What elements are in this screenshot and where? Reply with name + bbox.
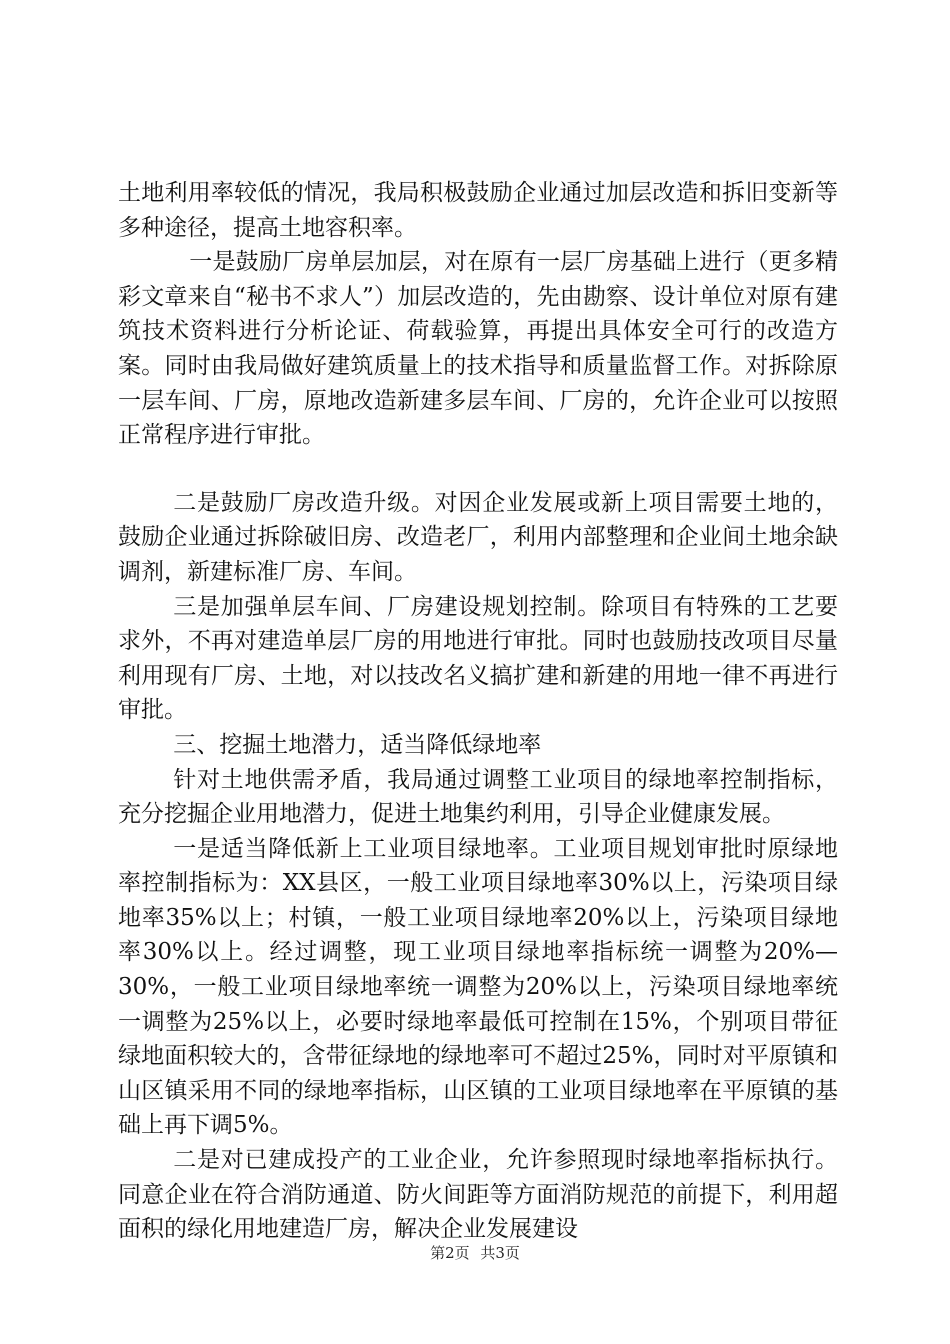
paragraph-intro-continuation: 土地利用率较低的情况，我局积极鼓励企业通过加层改造和拆旧变新等多种途径，提高土地容积率。 — [118, 180, 838, 241]
paragraph-item-one: 一是鼓励厂房单层加层，对在原有一层厂房基础上进行（更多精彩文章来自“秘书不求人”）加层改造的，先由勘察、设计单位对原有建筑技术资料进行分析论证、荷载验算，再提出具体安全可行的改造方案。同时由我局做好建筑质量上的技术指导和质量监督工作。对拆除原一层车间、厂房，原地改造新建多层车间、厂房的，允许企业可以按照正常程序进行审批。 — [118, 249, 838, 449]
paragraph-section-intro: 针对土地供需矛盾，我局通过调整工业项目的绿地率控制指标，充分挖掘企业用地潜力，促进土地集约利用，引导企业健康发展。 — [118, 766, 838, 828]
paragraph-green-rate-two: 二是对已建成投产的工业企业，允许参照现时绿地率指标执行。同意企业在符合消防通道、防火间距等方面消防规范的前提下，利用超面积的绿化用地建造厂房，解决企业发展建设 — [118, 1147, 838, 1243]
page-footer: 第2页 共3页 — [430, 1244, 520, 1262]
body-text — [118, 176, 838, 1247]
paragraph-item-three: 三是加强单层车间、厂房建设规划控制。除项目有特殊的工艺要求外，不再对建造单层厂房的用地进行审批。同时也鼓励技改项目尽量利用现有厂房、土地，对以技改名义搞扩建和新建的用地一律不再进行审批。 — [118, 593, 838, 724]
paragraph-item-two: 二是鼓励厂房改造升级。对因企业发展或新上项目需要土地的，鼓励企业通过拆除破旧房、改造老厂，利用内部整理和企业间土地余缺调剂，新建标准厂房、车间。 — [118, 489, 838, 585]
paragraph-green-rate-one: 一是适当降低新上工业项目绿地率。工业项目规划审批时原绿地率控制指标为：XX县区，一般工业项目绿地率30%以上，污染项目绿地率35%以上；村镇，一般工业项目绿地率20%以上，污染项目绿地率30%以上。经过调整，现工业项目绿地率指标统一调整为20%—30%，一般工业项目绿地率统一调整为20%以上，污染项目绿地率统一调整为25%以上，必要时绿地率最低可控制在15%，个别项目带征绿地面积较大的，含带征绿地的绿地率可不超过25%，同时对平原镇和山区镇采用不同的绿地率指标，山区镇的工业项目绿地率在平原镇的基础上再下调5%。 — [118, 835, 838, 1139]
section-heading-three: 三、挖掘土地潜力，适当降低绿地率 — [173, 731, 542, 758]
